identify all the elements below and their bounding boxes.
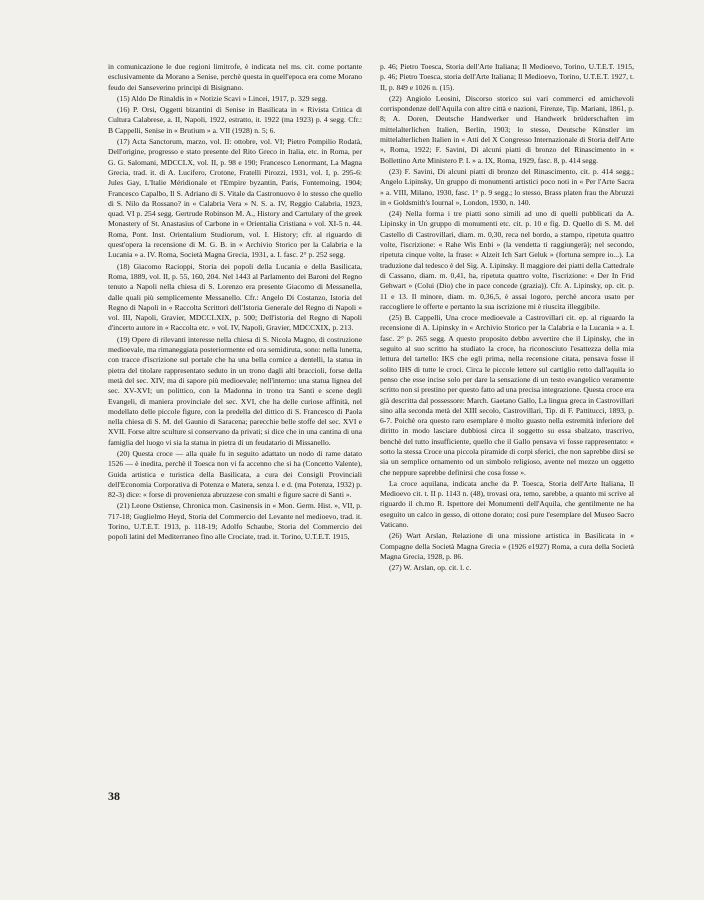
footnote-21: (21) Leone Ostiense, Chronica mon. Casinensis in « Mon. Germ. Hist. », VII, p. 717-18; Guglielmo Heyd, Storia del Commercio del Levante nel medioevo, trad. it. Torino, U.T.E.T. 1913, p. 118-19; Adolfo Schaube, Storia del Commercio dei popoli latini del Mediterraneo fino alle Crociate, trad. it. Torino, U.T.E.T. 1915, — [108, 501, 362, 542]
footnote-18: (18) Giacomo Racioppi, Storia dei popoli della Lucania e della Basilicata, Roma, 1889, vol. II, p. 55, 160, 204. Nel 1443 al Parlamento dei Baroni del Regno tenuto a Napoli nella chiesa di S. Lorenzo era presente Giacomo di Messanella, dalle quali più semplicemente Messanello. Cfr.: Angelo Di Costanzo, Istoria del Regno di Napoli in « Raccolta Scrittori dell'Istoria Generale del Regno di Napoli » vol. III, Napoli, Gravier, MDCCLXIX, p. 500; Dell'istoria del Regno di Napoli d'incerto autore in « Raccolta etc. » vol. IV, Napoli, Gravier, MDCCXIX, p. 213. — [108, 261, 362, 333]
right-column — [380, 62, 634, 575]
footnote-20: (20) Questa croce — alla quale fu in seguito adattato un nodo di rame datato 1526 — è inedita, perchè il Toesca non vi fa accenno che si ha (Concetto Valente), Guida artistica e turistica della Basilicata, a cura dei Consigli Provinciali dell'Economia Corporativa di Potenza e Matera, senza l. e d. (ma Potenza, 1932) p. 82-3) dice: « forse di provenienza abruzzese con smalti e figure sacre di Santi ». — [108, 448, 362, 500]
page-number: 38 — [108, 789, 120, 803]
footnote-22: (22) Angiolo Leosini, Discorso storico sui vari commerci ed amichevoli corrispondenze dell'Aquila con altre città e nazioni, Firenze, Tip. Mariani, 1861, p. 8; A. Doren, Deutsche Handwerker und Handwerk brüderschaften im mittelalterlichen Italien, Berlin, 1903; lo stesso, Deutsche Künstler im mittelalterlichen Italien in « Atti del X Congresso Internazionale di Storia dell'Arte », Roma, 1922; F. Savini, Di alcuni piatti di bronzo del Rinascimento in « Bollettino Arte Ministero P. I. » a. IX, Roma, 1929, fasc. 8, p. 414 segg. — [380, 93, 634, 165]
footnote-15: (15) Aldo De Rinaldis in « Notizie Scavi » Lincei, 1917, p. 329 segg. — [117, 93, 328, 103]
footnote-23: (23) F. Savini, Di alcuni piatti di bronzo del Rinascimento, cit. p. 414 segg.; Angelo Lipinsky, Un gruppo di monumenti artistici poco noti in « Per l'Arte Sacra » a. VIII, Milano, 1930, fasc. 1° p. 9 segg.; lo stesso, Brass platen frau the Abruzzi in « Goldsmith's Iournal », London, 1930, n. 140. — [380, 166, 634, 207]
footnote-continuation: in comunicazione le due regioni limitrofe, è indicata nel ms. cit. come portante esclusivamente da Morano a Senise, perchè questa in quell'epoca era come Morano feudo dei Sanseverino principi di Bisignano. — [108, 62, 362, 92]
footnote-25-paragraph-2: La croce aquilana, indicata anche da P. Toesca, Storia dell'Arte Italiana, Il Medioevo cit. t. II p. 1143 n. (48), trovasi ora, temo, sarebbe, a quanto mi scrive al riguardo il ch.mo R. Ispettore dei Monumenti dell'Aquila, che gentilmente ne ha eseguito un calco in gesso, di ottone dorato; così pure l'esemplare del Museo Sacro Vaticano. — [380, 478, 634, 530]
footnote-21-continuation: p. 46; Pietro Toesca, Storia dell'Arte Italiana; Il Medioevo, Torino, U.T.E.T. 1915, p. 46; Pietro Toesca, storia dell'Arte Italiana; Il Medioevo, Torino, U.T.E.T. 1927, t. II, p. 849 e 1026 n. (15). — [380, 62, 634, 92]
left-column — [108, 62, 362, 544]
footnote-17: (17) Acta Sanctorum, marzo, vol. II: ottobre, vol. VI; Pietro Pompilio Rodatà, Dell'origine, progresso e stato presente del Rito Greco in Italia, etc. in Roma, per G. G. Salomani, MDCCLX, vol. II, p. 98 e 190; Francesco Lenormant, La Magna Grecia, trad. it. di A. Lucifero, Crotone, Fratelli Pirozzi, 1931, vol. I, p. 295-6: Jules Gay, L'Italie Méridionale et l'Empire byzantin, Paris, Fontemoing, 1904; Francesco Capalbo, Il S. Adriano di S. Vitale da Castronuovo è lo stesso che quello di S. Nilo da Rossano? in « Calabria Vera » N. S. a. IV, Reggio Calabria, 1923, quad. VI p. 254 segg. Gertrude Robinson M. A., History and Cartulary of the greek Monastery of St. Anastasius of Carbone in « Orientalia Cristiana » vol. XI-5 n. 44. Roma, Pont. Inst. Orientalium Studiorum, vol. I. History; cfr. al riguardo di quest'opera la recensione di M. G. B. in « Archivio Storico per la Calabria e la Lucania » a. IV. Roma, Società Magna Grecia, 1931, a. I. fasc. 2° p. 252 segg. — [108, 137, 362, 260]
footnote-26: (26) Wart Arslan, Relazione di una missione artistica in Basilicata in « Compagne della Società Magna Grecia » (1926 e1927) Roma, a cura della Società Magna Grecia, 1928, p. 86. — [380, 531, 634, 561]
footnote-19: (19) Opere di rilevanti interesse nella chiesa di S. Nicola Magno, di costruzione medioevale, ma rimaneggiata posteriormente ed ora semidiruta, sono: nella lunetta, con tracce d'iscrizione sul portale che ha una bella cornice a dentelli, la statua in pietra del titolare rappresentato seduto in un trono dagli alti braccioli, forse della metà del sec. XIV, ma di sapore più medioevale; nell'interno: una statua lignea del sec. XV-XVI; un polittico, con la Madonna in trono tra Santi e scene degli Evangeli, di maniera provinciale del sec. XVI, che ha delle curiose affinità, nel modellato delle piccole figure, con la predella del dittico di S. Francesco di Paola nella chiesa di S. M. del Gaunio di Saracena; parecchie belle stoffe del sec. XVI e XVII. Forse altre sculture si conservano da privati; si dice che in una cantina di una famiglia del luogo vi sia la statua in pietra di un feudatario di Missanello. — [108, 334, 362, 447]
footnote-16: (16) P. Orsi, Oggetti bizantini di Senise in Basilicata in « Rivista Critica di Cultura Calabrese, a. II, Napoli, 1922, estratto, it. 1922 (ma 1923) p. 4 segg. Cfr.: B Cappelli, Senise in « Brutium » a. VII (1928) n. 5; 6. — [108, 105, 362, 135]
footnote-24: (24) Nella forma i tre piatti sono simili ad uno di quelli pubblicati da A. Lipinsky in Un gruppo di monumenti etc. cit. p. 10 e fig. D. Quello di S. M. del Castello di Castrovillari, diam. m. 0,30, reca nel bordo, a stampo, ripetuta quattro volte, l'iscrizione: « Rahe Wis Enbi » (la vendetta ti raggiungerà); nel secondo, ripetuta cinque volte, la frase: « Alzeit Ich Sart Geluk » (fortuna sempre io...). La traduzione dal tedesco è del Sig. A. Lipinsky. Il maggiore dei piatti della Cattedrale di Cassano, diam. m. 0,41, ha, ripetuta quattro volte, l'iscrizione: « Der In Frid Gehwart » (Colui (Dio) che in pace concede (grazia)). Cfr. A. Lipinsky, op. cit. p. 11 e 13. Il minore, diam. m. 0,36,5, è assai logoro, perchè ancora usato per raccogliere le offerte e pertanto la sua iscrizione mi è riuscita illeggibile. — [380, 209, 634, 311]
footnote-25: (25) B. Cappelli, Una croce medioevale a Castrovillari cit. ep. al riguardo la recensione di A. Lipinsky in « Archivio Storico per la Calabria e la Lucania » a. I. fasc. 2° p. 265 segg. A questo proposito debbo avvertire che il Lipinsky, che in seguito al suo scritto ha studiato la croce, ha riconosciuto l'esattezza della mia lettura del tartello: IKS che egli prima, nella recensione citata, pensava fosse il solito IHS di tutte le croci. Circa le piccole lettere sul cartiglio retto dall'aquila io penso che esse incise solo per dare la sensazione di un testo evangelico veramente scritto non si prestino per questo fatto ad una precisa integrazione. Questa croce era già descritta dal possessore: March. Gaetano Gallo, La lingua greca in Castrovillari sino alla seconda metà del XIII secolo, Castrovillari, Tip. di F. Pattitucci, 1893, p. 6-7. Poichè ora questo raro esemplare è molto guasto nella estremità inferiore del diritto in modo lasciare dubbiosi circa il soggetto su essa sbalzato, trascrivo, benchè del tutto insufficiente, quello che il Gallo pensava vi fosse rappresentato: « sotto la stessa Croce una piccola piramide di corpi sferici, che non saprebbe dirsi se sia un semplice ornamento od un simbolo religioso, avente nel mezzo un oggetto che neppure saprebbe definirsi che cosa fosse ». — [380, 313, 634, 477]
footnote-27: (27) W. Arslan, op. cit. l. c. — [389, 563, 472, 573]
